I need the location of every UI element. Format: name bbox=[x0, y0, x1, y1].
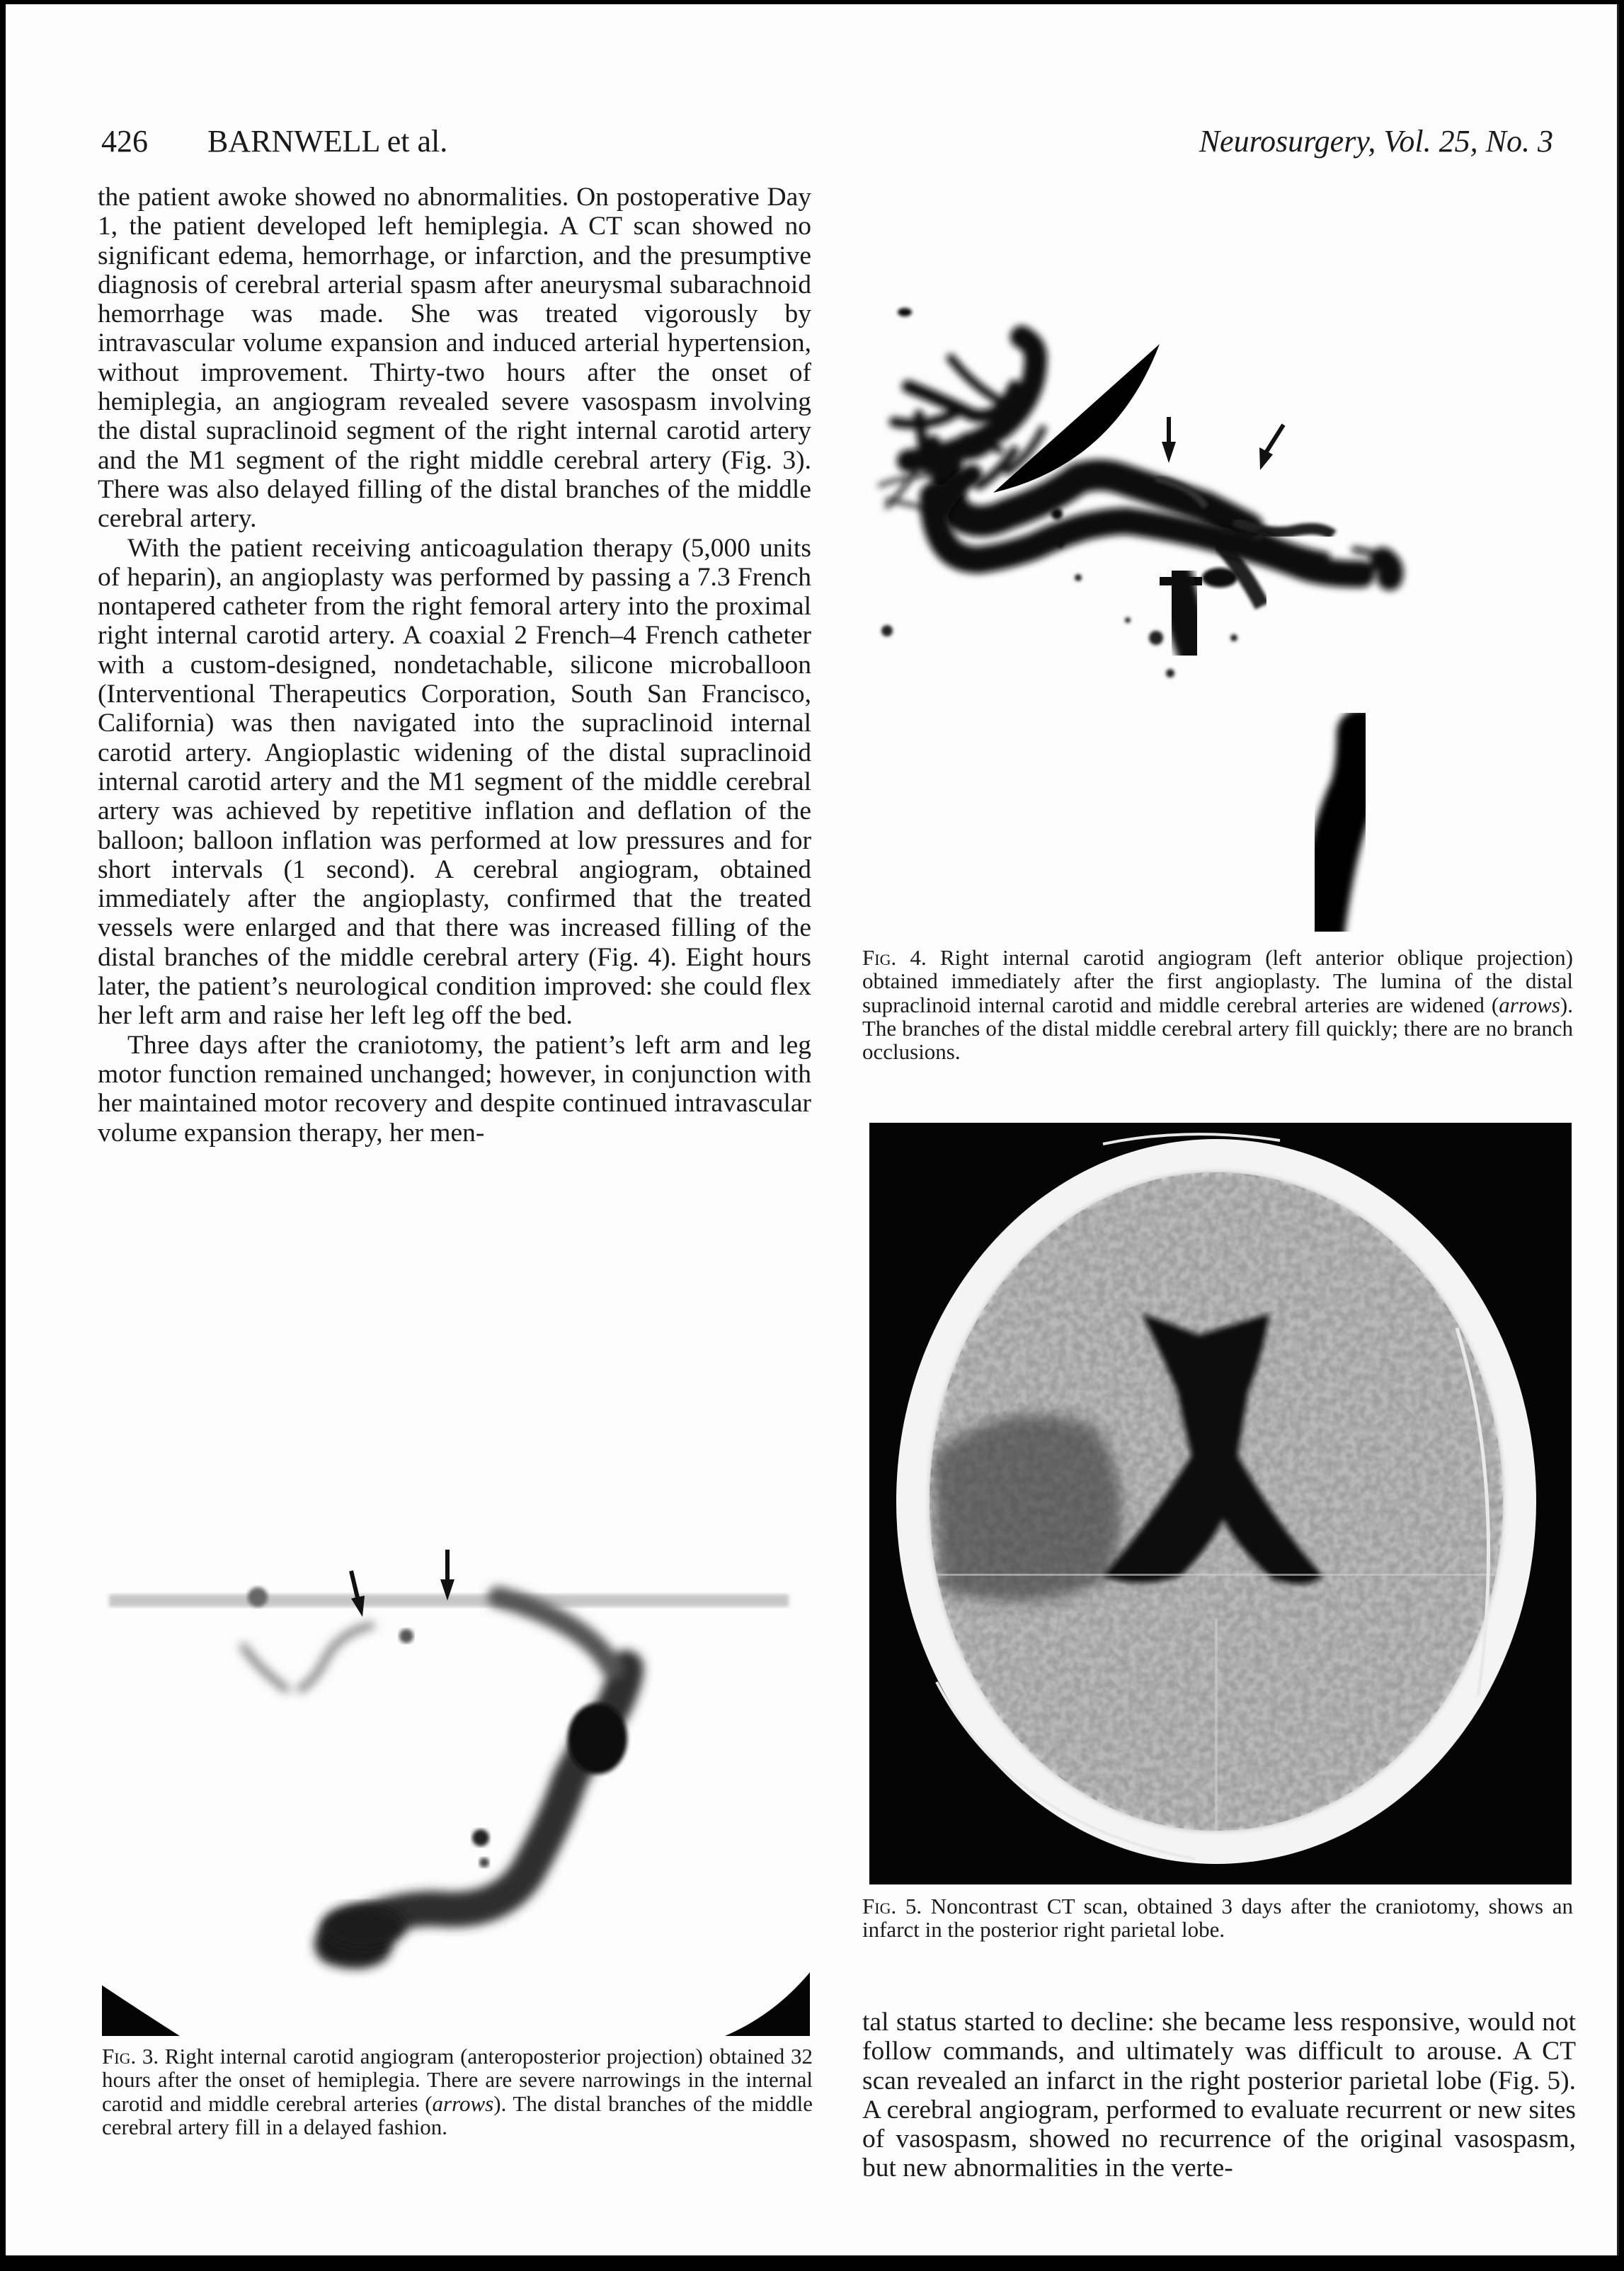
caption-text: Noncontrast CT scan, obtained 3 days after the craniotomy, shows an infarct in the posterior right parietal lobe. bbox=[862, 1894, 1574, 1943]
figure-4-image bbox=[866, 280, 1496, 932]
caption-emphasis: arrows bbox=[1499, 992, 1560, 1017]
body-paragraph: the patient awoke showed no abnormalities. On postoperative Day 1, the patient developed left hemiplegia. A CT scan showed no significant edema, hemorrhage, or infarction, and the presumptive diagnosis of cerebral arterial spasm after aneurysmal subarachnoid hemorrhage was made. She was treated vigorously by intravascular volume expansion and induced arterial hypertension, without improvement. Thirty-two hours after the onset of hemiplegia, an angiogram revealed severe vasospasm involving the distal supraclinoid segment of the right internal carotid artery and the M1 segment of the right middle cerebral artery (Fig. 3). There was also delayed filling of the distal branches of the middle cerebral artery. bbox=[98, 183, 811, 534]
journal-citation: Neurosurgery, Vol. 25, No. 3 bbox=[1199, 124, 1553, 159]
figure-4-caption bbox=[862, 946, 1573, 1063]
author-line: BARNWELL et al. bbox=[207, 124, 448, 159]
body-paragraph: With the patient receiving anticoagulation therapy (5,000 units of heparin), an angioplasty was performed by passing a 7.3 French nontapered catheter from the right femoral artery into the proximal right internal carotid artery. A coaxial 2 French–4 French catheter with a custom-designed, nondetachable, silicone microballoon (Interventional Therapeutics Corporation, South San Francisco, California) was then navigated into the supraclinoid internal carotid artery. Angioplastic widening of the distal supraclinoid internal carotid artery and the M1 segment of the middle cerebral artery was achieved by repetitive inflation and deflation of the balloon; balloon inflation was performed at low pressures and for short intervals (1 second). A cerebral angiogram, obtained immediately after the angioplasty, confirmed that the treated vessels were enlarged and that there was increased filling of the distal branches of the middle cerebral artery (Fig. 4). Eight hours later, the patient’s neurological condition improved: she could flex her left arm and raise her left leg off the bed. bbox=[98, 533, 811, 1031]
caption-text: Right internal carotid angiogram (left anterior oblique projection) obtained immediately after the first angioplasty. The lumina of the distal supraclinoid internal carotid and middle cerebral arteries are widened ( bbox=[862, 945, 1573, 1017]
page-number: 426 bbox=[101, 124, 148, 159]
left-column-text bbox=[98, 183, 811, 1148]
figure-3-caption bbox=[102, 2044, 813, 2139]
body-paragraph: Three days after the craniotomy, the patient’s left arm and leg motor function remained unchanged; however, in conjunction with her maintained motor recovery and despite continued intravascular volume expansion therapy, her men- bbox=[98, 1030, 811, 1148]
journal-page bbox=[6, 4, 1619, 2255]
caption-emphasis: arrows bbox=[432, 2090, 494, 2116]
arrow-marker-1 bbox=[351, 1571, 365, 1617]
figure-3-angiogram bbox=[102, 1455, 810, 2036]
caption-text: ). The branches of the distal middle cerebral artery fill quickly; there are no branch occlusions. bbox=[862, 992, 1573, 1065]
figure-5-ct-scan bbox=[869, 1123, 1572, 1884]
figure-5-image bbox=[869, 1123, 1572, 1884]
figure-label: Fig. 3. bbox=[102, 2044, 159, 2069]
figure-4-angiogram bbox=[866, 280, 1496, 932]
right-column-text bbox=[862, 2008, 1576, 2183]
running-header-left bbox=[101, 126, 447, 157]
arrow-marker-2 bbox=[1259, 425, 1283, 470]
body-paragraph: tal status started to decline: she became less responsive, would not follow commands, and ultimately was difficult to arouse. A CT scan revealed an infarct in the right posterior parietal lobe (Fig. 5). A cerebral angiogram, performed to evaluate recurrent or new sites of vasospasm, showed no recurrence of the original vasospasm, but new abnormalities in the verte- bbox=[862, 2008, 1576, 2183]
figure-label: Fig. 5. bbox=[862, 1894, 922, 1918]
arrow-marker-2 bbox=[440, 1550, 454, 1601]
arrow-marker-1 bbox=[1162, 417, 1176, 463]
caption-text: Right internal carotid angiogram (anteroposterior projection) obtained 32 hours after the onset of hemiplegia. There are severe narrowings in the internal carotid and middle cerebral arteries ( bbox=[102, 2044, 813, 2116]
figure-5-caption bbox=[862, 1894, 1573, 1942]
caption-text: ). The distal branches of the middle cerebral artery fill in a delayed fashion. bbox=[102, 2090, 813, 2139]
figure-label: Fig. 4. bbox=[862, 945, 927, 970]
figure-3-image bbox=[102, 1455, 810, 2036]
